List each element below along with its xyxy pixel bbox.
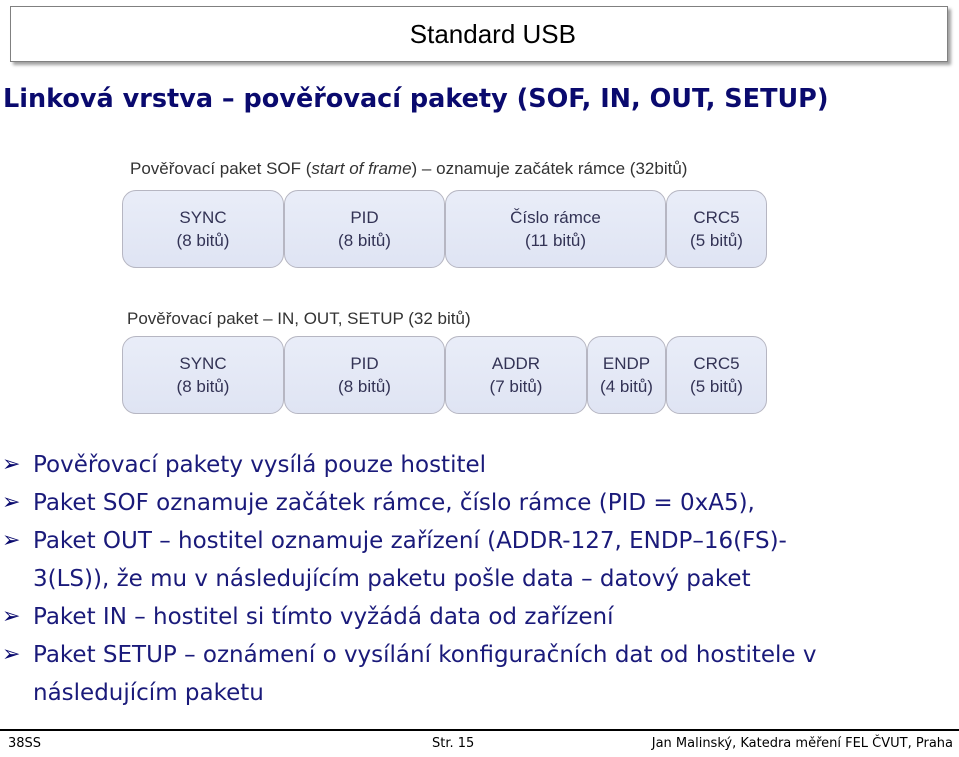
field-name: ENDP [602, 354, 651, 373]
field-size: (8 bitů) [176, 231, 230, 250]
token-field-crc5 [666, 336, 767, 414]
field-size: (7 bitů) [489, 377, 543, 396]
bullet-text: Pověřovací pakety vysílá pouze hostitel [33, 452, 487, 478]
footer-page-number: Str. 15 [432, 736, 475, 751]
field-name: PID [350, 354, 379, 373]
header-title: Standard USB [409, 19, 576, 49]
bullet-text: Paket OUT – hostitel oznamuje zařízení (ADDR-127, ENDP–16(FS)- 3(LS)), že mu v následujícím paketu pošle data – datový paket [33, 528, 787, 592]
token-field-addr [445, 336, 587, 414]
sof-field-crc5 [666, 190, 767, 268]
sof-caption-post: ) – oznamuje začátek rámce (32bitů) [411, 159, 688, 178]
arrow-bullet-icon: ➢ [2, 490, 21, 515]
field-size: (8 bitů) [338, 231, 391, 250]
field-size: (8 bitů) [176, 377, 230, 396]
bullet-text: Paket SOF oznamuje začátek rámce, číslo rámce (PID = 0xA5), [33, 490, 755, 516]
bullet-item [0, 636, 940, 712]
bullet-item [0, 484, 940, 522]
bullet-list [0, 446, 940, 712]
footer-divider [0, 729, 959, 731]
sof-field-frame-number [445, 190, 666, 268]
sof-field-pid [284, 190, 445, 268]
field-size: (11 bitů) [524, 231, 587, 250]
field-size: (8 bitů) [338, 377, 391, 396]
field-name: CRC5 [693, 208, 740, 227]
field-size: (4 bitů) [600, 377, 653, 396]
field-name: SYNC [179, 208, 227, 227]
token-field-sync [122, 336, 284, 414]
field-name: CRC5 [693, 354, 740, 373]
bullet-item [0, 598, 940, 636]
sof-field-sync [122, 190, 284, 268]
field-name: Číslo rámce [510, 208, 601, 227]
arrow-bullet-icon: ➢ [2, 452, 21, 477]
field-name: PID [350, 208, 379, 227]
sof-packet-caption [130, 159, 687, 179]
bullet-item [0, 522, 940, 598]
bullet-item [0, 446, 940, 484]
sof-caption-pre: Pověřovací paket SOF ( [130, 159, 312, 178]
arrow-bullet-icon: ➢ [2, 604, 21, 629]
field-size: (5 bitů) [690, 231, 743, 250]
token-field-pid [284, 336, 445, 414]
footer-author: Jan Malinský, Katedra měření FEL ČVUT, Praha [651, 736, 953, 751]
footer-course-code: 38SS [8, 736, 42, 751]
bullet-text: Paket SETUP – oznámení o vysílání konfiguračních dat od hostitele v následujícím paketu [33, 642, 817, 706]
arrow-bullet-icon: ➢ [2, 528, 21, 553]
arrow-bullet-icon: ➢ [2, 642, 21, 667]
sof-caption-emphasis: start of frame [311, 159, 412, 178]
field-name: SYNC [179, 354, 227, 373]
token-packet-caption: Pověřovací paket – IN, OUT, SETUP (32 bitů) [127, 309, 471, 328]
slide-title: Linková vrstva – pověřovací pakety (SOF, IN, OUT, SETUP) [3, 84, 829, 114]
bullet-text: Paket IN – hostitel si tímto vyžádá data od zařízení [33, 604, 614, 630]
field-name: ADDR [491, 354, 541, 373]
field-size: (5 bitů) [690, 377, 743, 396]
token-field-endp [587, 336, 666, 414]
